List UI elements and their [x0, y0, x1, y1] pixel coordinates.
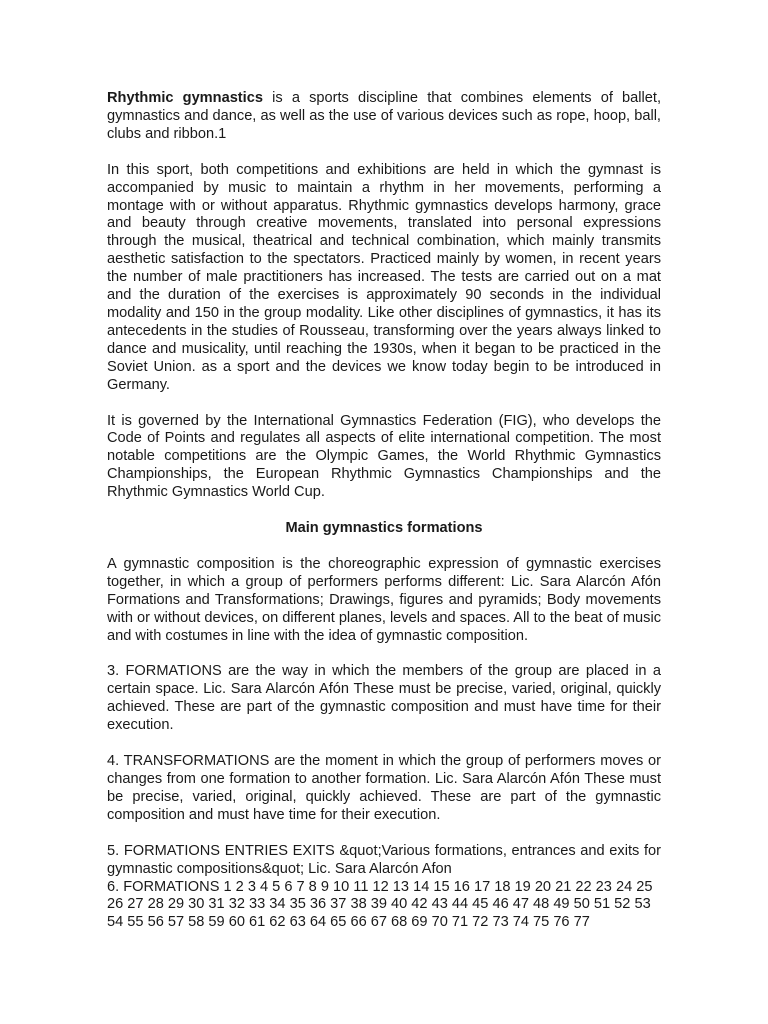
section-heading: Main gymnastics formations: [285, 520, 483, 537]
composition-paragraph: A gymnastic composition is the choreographic expression of gymnastic exercises together, in which a group of performers performs different: Lic. Sara Alarcón Afón Formations and Transformations; Drawings, figures and pyramids; Body movements with or without devices, on different planes, levels and spaces. All to the beat of music and with costumes in line with the idea of gymnastic composition.: [107, 555, 661, 644]
intro-paragraph: [107, 90, 661, 144]
formations-list-paragraph: 6. FORMATIONS 1 2 3 4 5 6 7 8 9 10 11 12 13 14 15 16 17 18 19 20 21 22 23 24 25 26 27 28 29 30 31 32 33 34 35 36 37 38 39 40 42 43 44 45 46 47 48 49 50 51 52 53 54 55 56 57 58 59 60 61 62 63 64 65 66 67 68 69 70 71 72 73 74 75 76 77: [107, 878, 653, 931]
intro-term: Rhythmic gymnastics: [107, 90, 263, 106]
sport-description-paragraph: In this sport, both competitions and exhibitions are held in which the gymnast is accompanied by music to maintain a rhythm in her movements, performing a montage with or without apparatus. Rhythmic gymnastics develops harmony, grace and beauty through creative movements, translated into personal expressions through the musical, theatrical and technical combination, which mainly transmits aesthetic satisfaction to the spectators. Practiced mainly by women, in recent years the number of male practitioners has increased. The tests are carried out on a mat and the duration of the exercises is approximately 90 seconds in the individual modality and 150 in the group modality. Like other disciplines of gymnastics, it has its antecedents in the studies of Rousseau, transforming over the years always linked to dance and musicality, until reaching the 1930s, when it began to be practiced in the Soviet Union. as a sport and the devices we know today begin to be introduced in Germany.: [107, 161, 661, 393]
entries-exits-paragraph: 5. FORMATIONS ENTRIES EXITS &quot;Various formations, entrances and exits for gymnastic compositions&quot; Lic. Sara Alarcón Afon: [107, 842, 661, 877]
governance-paragraph: It is governed by the International Gymnastics Federation (FIG), who develops the Code of Points and regulates all aspects of elite international competition. The most notable competitions are the Olympic Games, the World Rhythmic Gymnastics Championships, the European Rhythmic Gymnastics Championships and the Rhythmic Gymnastics World Cup.: [107, 412, 661, 501]
formations-paragraph: 3. FORMATIONS are the way in which the members of the group are placed in a certain space. Lic. Sara Alarcón Afón These must be precise, varied, original, quickly achieved. These are part of the gymnastic composition and must have time for their execution.: [107, 663, 661, 734]
intro-text: is a sports discipline that combines elements of ballet, gymnastics and dance, as well as the use of various devices such as rope, hoop, ball, clubs and ribbon.1: [107, 90, 661, 142]
document-page: [107, 90, 661, 932]
transformations-paragraph: 4. TRANSFORMATIONS are the moment in which the group of performers moves or changes from one formation to another formation. Lic. Sara Alarcón Afón These must be precise, varied, original, quickly achieved. These are part of the gymnastic composition and must have time for their execution.: [107, 753, 661, 823]
